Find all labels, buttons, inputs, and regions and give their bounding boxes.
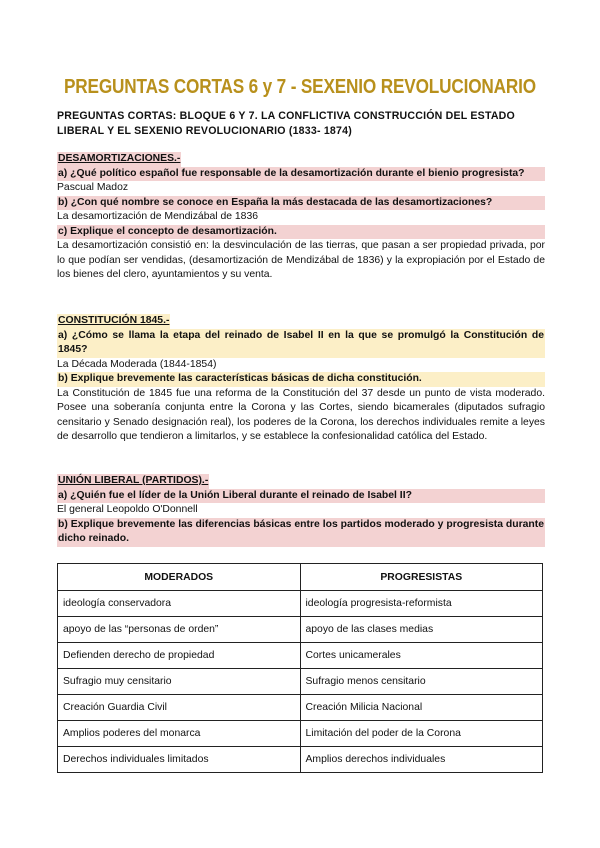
table-cell: apoyo de las clases medias — [300, 617, 543, 643]
answer: La Década Moderada (1844-1854) — [57, 358, 217, 370]
question: a) ¿Cómo se llama la etapa del reinado de Isabel II en la que se promulgó la Constitución de 1845? — [57, 329, 545, 358]
section-heading: CONSTITUCIÓN 1845.- — [57, 314, 170, 329]
table-row — [58, 669, 543, 695]
table-row — [58, 695, 543, 721]
table-cell: Sufragio muy censitario — [58, 669, 301, 695]
section-union-liberal — [57, 474, 545, 547]
answer: La Constitución de 1845 fue una reforma de la Constitución del 37 desde un punto de vista moderado. Posee una soberanía conjunta entre la Corona y las Cortes, siendo bicamerales (diputados sufragio censitario y Senado designación real), los poderes de la Corona, los derechos individuales remite a leyes de desarrollo que tendieron a limitarlos, y se establece la confesionalidad católica del Estado. — [57, 387, 545, 442]
parties-comparison-table — [57, 563, 543, 773]
table-cell: apoyo de las “personas de orden” — [58, 617, 301, 643]
table-cell: Cortes unicamerales — [300, 643, 543, 669]
table-row — [58, 721, 543, 747]
answer: La desamortización consistió en: la desvinculación de las tierras, que pasan a ser propiedad privada, por lo que podían ser vendidas, (desamortización de Mendizábal de 1836) y la expropiación por el Estado de los bienes del clero, ayuntamientos y su venta. — [57, 240, 545, 280]
table-cell: Defienden derecho de propiedad — [58, 643, 301, 669]
table-row — [58, 617, 543, 643]
table-header-row — [58, 564, 543, 591]
question: b) Explique brevemente las diferencias básicas entre los partidos moderado y progresista durante dicho reinado. — [57, 518, 545, 547]
question: b) ¿Con qué nombre se conoce en España la más destacada de las desamortizaciones? — [57, 196, 545, 211]
table-row — [58, 643, 543, 669]
answer: Pascual Madoz — [57, 182, 129, 193]
question: a) ¿Quién fue el líder de la Unión Liberal durante el reinado de Isabel II? — [57, 489, 545, 504]
column-header-moderados: MODERADOS — [58, 564, 301, 591]
table-row — [58, 591, 543, 617]
question: b) Explique brevemente las características básicas de dicha constitución. — [57, 372, 545, 387]
section-heading: DESAMORTIZACIONES.- — [57, 152, 181, 167]
table-cell: Creación Milicia Nacional — [300, 695, 543, 721]
page-subtitle: PREGUNTAS CORTAS: BLOQUE 6 Y 7. LA CONFLICTIVA CONSTRUCCIÓN DEL ESTADO LIBERAL Y EL SEXENIO REVOLUCIONARIO (1833- 1874) — [57, 110, 515, 137]
table-cell: Amplios poderes del monarca — [58, 721, 301, 747]
question: c) Explique el concepto de desamortización. — [57, 225, 545, 240]
column-header-progresistas: PROGRESISTAS — [300, 564, 543, 591]
section-constitucion-1845 — [57, 314, 545, 445]
table-cell: Sufragio menos censitario — [300, 669, 543, 695]
table-cell: Amplios derechos individuales — [300, 747, 543, 773]
table-row — [58, 747, 543, 773]
table-cell: ideología conservadora — [58, 591, 301, 617]
table-cell: Creación Guardia Civil — [58, 695, 301, 721]
answer: El general Leopoldo O'Donnell — [57, 504, 198, 515]
question: a) ¿Qué político español fue responsable de la desamortización durante el bienio progresista? — [57, 167, 545, 182]
answer: La desamortización de Mendizábal de 1836 — [57, 211, 259, 222]
page-title: PREGUNTAS CORTAS 6 y 7 - SEXENIO REVOLUCIONARIO — [63, 76, 536, 98]
section-heading: UNIÓN LIBERAL (PARTIDOS).- — [57, 474, 209, 489]
section-desamortizaciones — [57, 152, 545, 283]
table-cell: Derechos individuales limitados — [58, 747, 301, 773]
table-cell: ideología progresista-reformista — [300, 591, 543, 617]
table-cell: Limitación del poder de la Corona — [300, 721, 543, 747]
